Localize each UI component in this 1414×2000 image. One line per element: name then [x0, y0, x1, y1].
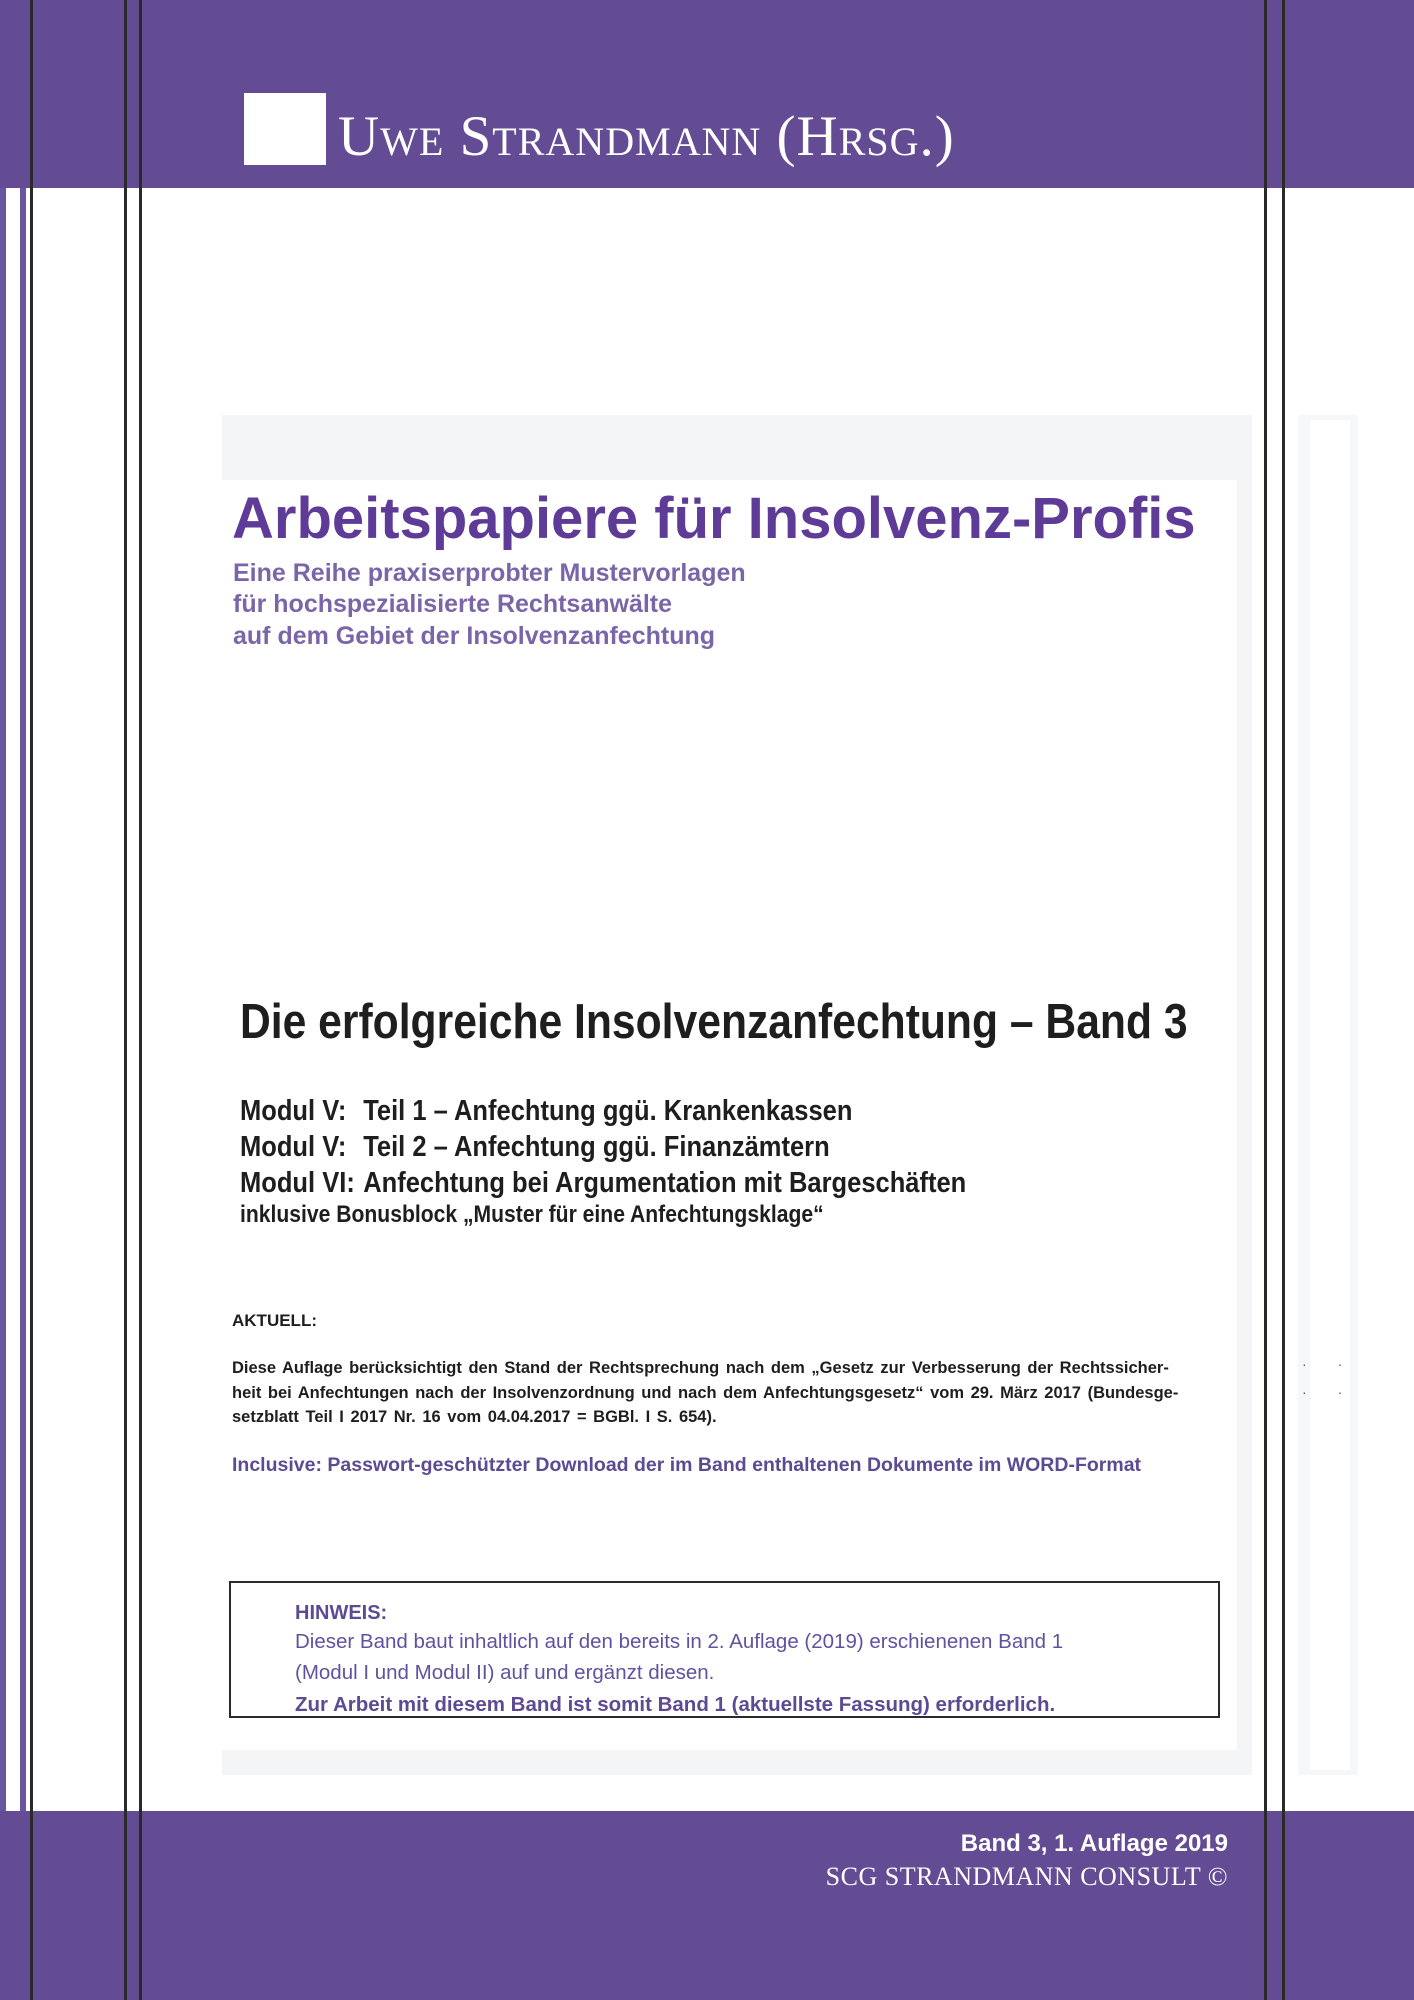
aktuell-text-line: Diese Auflage berücksichtigt den Stand der Rechtsprechung nach dem „Gesetz zur Verbesserung der Rechtssicher- — [232, 1359, 1169, 1377]
edition-label: Band 3, 1. Auflage 2019 — [960, 1830, 1228, 1857]
publisher-label: SCG STRANDMANN CONSULT © — [825, 1862, 1228, 1891]
aktuell-label: AKTUELL: — [232, 1311, 317, 1330]
notice-title: HINWEIS: — [295, 1602, 388, 1624]
series-subtitle-line: für hochspezialisierte Rechtsanwälte — [233, 590, 673, 618]
notice-text-line: Dieser Band baut inhaltlich auf den bereits in 2. Auflage (2019) erschienenen Band 1 — [295, 1630, 1064, 1653]
module-label: Modul V: — [240, 1095, 347, 1127]
module-label: Modul VI: — [240, 1167, 355, 1199]
aktuell-text-line: heit bei Anfechtungen nach der Insolvenzordnung und nach dem Anfechtungsgesetz“ vom 29. März 2017 (Bundesge- — [232, 1384, 1179, 1402]
download-note: Inclusive: Passwort-geschützter Download der im Band enthaltenen Dokumente im WORD-Format — [232, 1454, 1142, 1476]
left-divider-1 — [30, 0, 33, 2000]
series-subtitle-line: auf dem Gebiet der Insolvenzanfechtung — [233, 622, 716, 650]
series-title: Arbeitspapiere für Insolvenz-Profis — [232, 486, 1196, 551]
module-text: Teil 2 – Anfechtung ggü. Finanzämtern — [363, 1131, 830, 1163]
front-cover-right-edge — [1264, 0, 1267, 2000]
decorative-dots: · · — [1302, 1384, 1343, 1400]
decorative-dots: · · — [1302, 1356, 1343, 1372]
left-divider-2 — [124, 0, 127, 2000]
aktuell-text-line: setzblatt Teil I 2017 Nr. 16 vom 04.04.2017 = BGBl. I S. 654). — [232, 1408, 717, 1426]
book-title: Die erfolgreiche Insolvenzanfechtung – Band 3 — [240, 995, 1188, 1049]
module-line — [240, 1097, 852, 1126]
bonus-note: inklusive Bonusblock „Muster für eine Anfechtungsklage“ — [240, 1201, 824, 1228]
notice-requirement: Zur Arbeit mit diesem Band ist somit Band 1 (aktuellste Fassung) erforderlich. — [295, 1693, 1056, 1716]
left-page-edge-strip — [20, 188, 26, 1811]
module-label: Modul V: — [240, 1131, 347, 1163]
module-line — [240, 1133, 830, 1162]
back-page-panel-inner — [1310, 420, 1350, 1770]
logo-box — [244, 93, 326, 165]
module-text: Anfechtung bei Argumentation mit Bargeschäften — [363, 1167, 967, 1199]
notice-text-line: (Modul I und Modul II) auf und ergänzt diesen. — [295, 1661, 715, 1684]
module-line — [240, 1169, 966, 1198]
series-subtitle-line: Eine Reihe praxiserprobter Mustervorlagen — [233, 559, 746, 587]
front-cover-left-edge — [139, 0, 142, 2000]
right-divider — [1282, 0, 1285, 2000]
editor-name: Uwe Strandmann (Hrsg.) — [338, 105, 955, 168]
module-text: Teil 1 – Anfechtung ggü. Krankenkassen — [363, 1095, 853, 1127]
